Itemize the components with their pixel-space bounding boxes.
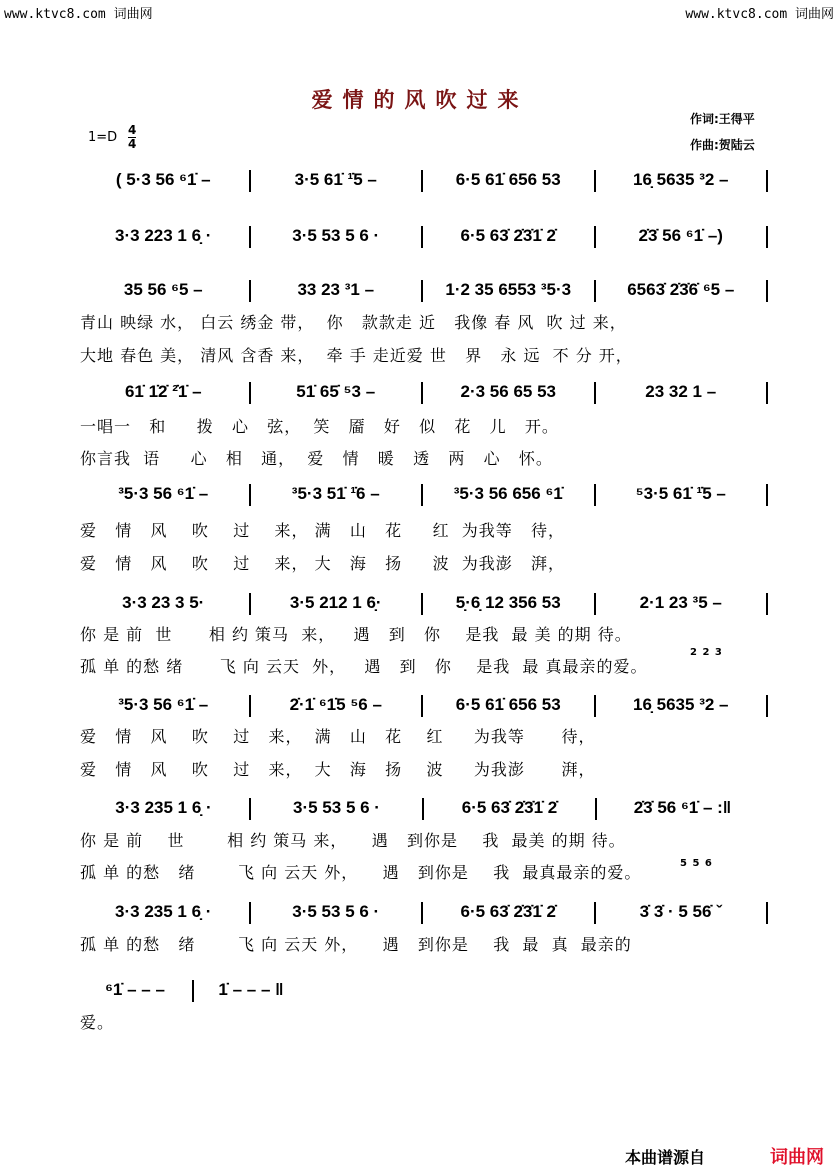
measure: 6·5 61̇ 656 53 xyxy=(455,170,561,189)
measure: 6563̇ 2̇3̇6̇ ⁶5 – xyxy=(627,280,735,299)
bar-line xyxy=(766,593,768,615)
ornament-223: 2 2 3 xyxy=(690,647,723,658)
measure: 2̇3̇ 56 ⁶1̇ –) xyxy=(638,226,723,245)
measure: ( 5·3 56 ⁶1̇ – xyxy=(115,170,211,189)
measure: 1̇ – – – ‖ xyxy=(218,980,284,999)
time-top: 4 xyxy=(128,123,137,137)
measure: ³5·3 56 656 ⁶1̇ xyxy=(453,484,563,503)
measure: 3·3 223 1 6̣ · xyxy=(115,226,212,245)
song-title: 爱情的风吹过来 xyxy=(311,87,529,112)
measure: 2·1 23 ³5 – xyxy=(639,593,722,612)
bar-line xyxy=(766,280,768,302)
measure: 16̣ 5635 ³2 – xyxy=(633,695,729,714)
measure: 3·3 235 1 6̣ · xyxy=(115,798,212,817)
measure: 33 23 ³1 – xyxy=(297,280,375,299)
measure: 51̇ 65̇ ⁵3 – xyxy=(296,382,376,401)
music-line xyxy=(78,798,768,820)
lyric-line: 你言我 语 心 相 通， 爱 情 暖 透 两 心 怀。 xyxy=(80,449,553,468)
measure: 1·2 35 6553 ³5·3 xyxy=(445,280,572,299)
measure: 6·5 63̇ 2̇3̇1̇ 2̇ xyxy=(460,902,556,921)
bar-line xyxy=(766,170,768,192)
music-line xyxy=(78,170,768,192)
watermark-right: www.ktvc8.com 词曲网 xyxy=(685,7,834,22)
music-line xyxy=(78,902,768,924)
bar-line xyxy=(766,695,768,717)
music-line xyxy=(78,382,768,404)
measure: 23 32 1 – xyxy=(645,382,717,401)
lyricist: 作词:王得平 xyxy=(690,112,755,126)
bar-line xyxy=(766,226,768,248)
music-line xyxy=(78,980,308,1002)
measure: ³5·3 56 ⁶1̇ – xyxy=(118,695,209,714)
measure: 6·5 61̇ 656 53 xyxy=(455,695,561,714)
lyric-line: 孤 单 的愁 绪 飞 向 云天 外， 遇 到你是 我 最 真 最亲的 xyxy=(80,935,632,954)
measure: ⁶1̇ – – – xyxy=(105,980,165,999)
measure: 2̇·1̇ ⁶1̇5 ⁵6 – xyxy=(289,695,382,714)
time-signature xyxy=(128,124,136,151)
bar-line xyxy=(766,902,768,924)
site-logo: 词曲网 xyxy=(770,1147,824,1168)
measure: 2̇3̇ 56 ⁶1̇ – :‖ xyxy=(633,798,732,817)
lyric-line: 爱 情 风 吹 过 来， 大 海 扬 波 为我澎 湃， xyxy=(80,554,566,573)
measure: 61̇ 1̇2̇ ²̇1̇ – xyxy=(124,382,202,401)
measure: 3·3 235 1 6̣ · xyxy=(115,902,212,921)
measure: 3·5 53 5 6 · xyxy=(292,902,380,921)
time-bottom: 4 xyxy=(128,137,137,151)
lyric-line: 青山 映绿 水， 白云 绣金 带， 你 款款走 近 我像 春 风 吹 过 来， xyxy=(80,313,627,332)
bar-line xyxy=(766,382,768,404)
watermark-left: www.ktvc8.com 词曲网 xyxy=(4,7,153,22)
measure: 3̇ 3̇ · 5 56̇ ˇ xyxy=(639,902,722,921)
key-signature: 1=D xyxy=(88,130,118,145)
lyric-line: 爱 情 风 吹 过 来， 满 山 花 红 为我等 待， xyxy=(80,727,596,746)
ornament-556: 5 5 6 xyxy=(680,858,713,869)
lyric-line: 一唱一 和 拨 心 弦， 笑 靥 好 似 花 儿 开。 xyxy=(80,417,559,436)
lyric-line: 你 是 前 世 相 约 策马 来， 遇 到你是 我 最美 的期 待。 xyxy=(80,831,626,850)
measure: 2·3 56 65 53 xyxy=(460,382,556,401)
composer: 作曲:贺陆云 xyxy=(690,138,755,152)
measure: 3·5 212 1 6̣· xyxy=(289,593,382,612)
music-line xyxy=(78,226,768,248)
lyric-line: 大地 春色 美， 清风 含香 来， 牵 手 走近爱 世 界 永 远 不 分 开， xyxy=(80,346,633,365)
measure: 35 56 ⁶5 – xyxy=(123,280,203,299)
measure: ⁵3·5 61̇ ¹̇5 – xyxy=(635,484,726,503)
measure: 6·5 63̇ 2̇3̇1̇ 2̇ xyxy=(461,798,558,817)
lyric-line: 爱。 xyxy=(80,1013,115,1032)
bar-line xyxy=(766,484,768,506)
measure: 3·3 23 3 5· xyxy=(122,593,205,612)
measure: 16̣ 5635 ³2 – xyxy=(633,170,729,189)
measure: ³5·3 51̇ ¹̇6 – xyxy=(291,484,380,503)
source-label: 本曲谱源自 xyxy=(625,1148,706,1167)
lyric-line: 爱 情 风 吹 过 来， 满 山 花 红 为我等 待， xyxy=(80,521,566,540)
measure: 6·5 63̇ 2̇3̇1̇ 2̇ xyxy=(460,226,556,245)
measure: ³5·3 56 ⁶1̇ – xyxy=(118,484,209,503)
lyric-line: 孤 单 的愁 绪 飞 向 云天 外， 遇 到你是 我 最真最亲的爱。 xyxy=(80,863,642,882)
lyric-line: 爱 情 风 吹 过 来， 大 海 扬 波 为我澎 湃， xyxy=(80,760,596,779)
measure: 5̣·6̣ 12 356 53 xyxy=(455,593,561,612)
measure: 3·5 53 5 6 · xyxy=(293,798,380,817)
measure: 3·5 53 5 6 · xyxy=(292,226,380,245)
music-line xyxy=(78,280,768,302)
measure: 3·5 61̇ ¹̇5 – xyxy=(294,170,377,189)
music-line xyxy=(78,695,768,717)
music-line xyxy=(78,484,768,506)
music-line xyxy=(78,593,768,615)
lyric-line: 你 是 前 世 相 约 策马 来， 遇 到 你 是我 最 美 的期 待。 xyxy=(80,625,632,644)
lyric-line: 孤 单 的愁 绪 飞 向 云天 外， 遇 到 你 是我 最 真最亲的爱。 xyxy=(80,657,648,676)
